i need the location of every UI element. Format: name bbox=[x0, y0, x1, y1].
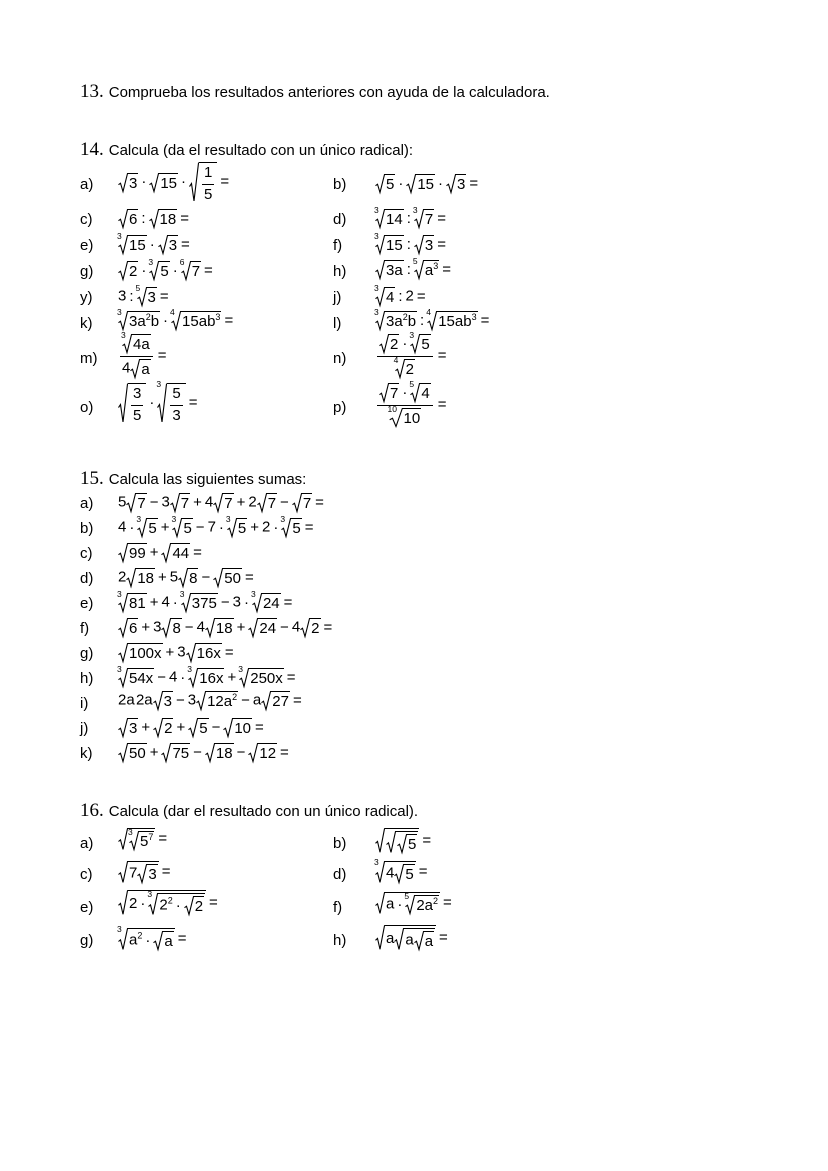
radical-sign: 3 bbox=[375, 287, 385, 307]
expression-15b: 4 · 3 5 + 3 5 − 7 · 3 5 + 2 · 3 5 = bbox=[118, 514, 314, 537]
exercise-title: Calcula (da el resultado con un único radical): bbox=[108, 142, 414, 159]
item-label: f) bbox=[80, 620, 90, 637]
expression-16g: 3 $a^2$ · a = bbox=[117, 924, 187, 950]
radical-sign bbox=[153, 691, 163, 711]
item-label: p) bbox=[333, 399, 347, 416]
item-label: d) bbox=[333, 866, 347, 883]
item-label: h) bbox=[333, 263, 347, 280]
radical-sign bbox=[153, 718, 163, 738]
item-label: l) bbox=[333, 315, 342, 332]
expression-15d: 2 18 + 5 8 − 50 = bbox=[118, 568, 254, 587]
radical-sign bbox=[189, 162, 199, 203]
expression-14c: 6 : 18 = bbox=[118, 209, 192, 229]
exercise-number: 16. bbox=[80, 800, 104, 821]
radical-sign bbox=[153, 931, 163, 951]
radical-sign: 3 bbox=[375, 209, 385, 229]
item-label: f) bbox=[333, 899, 343, 916]
radical-sign: 3 bbox=[181, 593, 191, 613]
radical-sign bbox=[126, 568, 136, 588]
radical-sign: 3 bbox=[375, 861, 385, 884]
radical-sign: 3 bbox=[149, 261, 159, 281]
item-label: d) bbox=[333, 211, 347, 228]
item-label: c) bbox=[80, 545, 93, 562]
radical-sign bbox=[292, 493, 302, 513]
radical-sign bbox=[118, 383, 128, 424]
expression-15k: 50 + 75 − 18 − 12 = bbox=[118, 743, 292, 763]
radical-sign bbox=[248, 618, 258, 638]
expression-14d: 3 14 : 3 7 = bbox=[374, 205, 446, 228]
expression-16a: 3 $5^7$ = bbox=[118, 828, 170, 851]
radical-sign bbox=[149, 209, 159, 229]
expression-14l: 3 $3a^2b$ : 4 $15ab^3$ = bbox=[374, 307, 490, 330]
exercise-title: Calcula (dar el resultado con un único radical). bbox=[108, 803, 419, 820]
item-label: g) bbox=[80, 932, 94, 949]
radical-sign bbox=[118, 261, 128, 281]
expression-14e: 3 15 · 3 = bbox=[117, 231, 190, 254]
expression-15f: 6 + 3 8 − 4 18 + 24 − 4 2 = bbox=[118, 618, 335, 638]
item-label: a) bbox=[80, 495, 94, 512]
radical-sign: 5 bbox=[410, 383, 420, 403]
expression-15j: 3 + 2 + 5 − 10 = bbox=[118, 718, 267, 738]
radical-sign bbox=[406, 174, 416, 194]
radical-sign: 3 bbox=[129, 831, 139, 851]
item-label: e) bbox=[80, 899, 94, 916]
item-label: g) bbox=[80, 263, 94, 280]
radical-sign bbox=[161, 618, 171, 638]
item-label: b) bbox=[333, 176, 347, 193]
radical-sign bbox=[118, 173, 128, 193]
radical-sign bbox=[261, 691, 271, 711]
exercise-number: 14. bbox=[80, 139, 104, 160]
item-label: k) bbox=[80, 745, 93, 762]
item-label: e) bbox=[80, 595, 94, 612]
radical-sign bbox=[379, 334, 389, 354]
expression-14j: 3 4 : 2 = bbox=[374, 283, 426, 306]
radical-sign bbox=[149, 173, 159, 193]
radical-sign: 3 bbox=[227, 518, 237, 538]
item-label: j) bbox=[333, 289, 342, 306]
radical-sign: 4 bbox=[171, 311, 181, 331]
radical-sign: 3 bbox=[172, 518, 182, 538]
item-label: c) bbox=[80, 866, 93, 883]
expression-14o: $\frac{3}{5}$ · 3 $\frac{5}{3}$ = bbox=[118, 383, 200, 424]
radical-sign bbox=[118, 718, 128, 738]
radical-sign: 3 bbox=[118, 235, 128, 255]
radical-sign bbox=[394, 864, 404, 884]
radical-sign bbox=[196, 691, 206, 711]
expression-14n: 2 · 3 5 4 2 = bbox=[375, 334, 449, 378]
exercise-16-heading bbox=[80, 800, 418, 822]
expression-16f: a · 5 $2a^2$ = bbox=[375, 892, 455, 915]
radical-sign bbox=[118, 828, 128, 851]
item-label: n) bbox=[333, 350, 347, 367]
item-label: j) bbox=[80, 720, 89, 737]
expression-15c: 99 + 44 = bbox=[118, 543, 205, 563]
item-label: a) bbox=[80, 176, 94, 193]
expression-14g: 2 · 3 5 · 6 7 = bbox=[118, 261, 216, 281]
exercise-number: 15. bbox=[80, 468, 104, 489]
radical-sign: 3 bbox=[252, 593, 262, 613]
radical-sign: 6 bbox=[181, 261, 191, 281]
radical-sign bbox=[184, 896, 194, 916]
radical-sign: 5 bbox=[137, 287, 147, 307]
expression-16e: 2 · 3 $2^2$ · 2 = bbox=[118, 890, 221, 916]
radical-sign: 3 bbox=[414, 209, 424, 229]
radical-sign bbox=[375, 174, 385, 194]
radical-sign bbox=[375, 828, 385, 854]
item-label: a) bbox=[80, 835, 94, 852]
radical-sign bbox=[130, 359, 140, 379]
item-label: b) bbox=[80, 520, 94, 537]
radical-sign: 3 bbox=[137, 518, 147, 538]
exercise-14-heading bbox=[80, 139, 413, 161]
radical-sign bbox=[170, 493, 180, 513]
item-label: i) bbox=[80, 695, 89, 712]
exercise-15-heading bbox=[80, 468, 306, 490]
item-label: y) bbox=[80, 289, 93, 306]
item-label: e) bbox=[80, 237, 94, 254]
radical-sign bbox=[158, 235, 168, 255]
radical-sign bbox=[394, 928, 404, 951]
expression-14b: 5 · 15 · 3 = bbox=[375, 174, 481, 194]
item-label: c) bbox=[80, 211, 93, 228]
exercise-number: 13. bbox=[80, 81, 104, 102]
radical-sign bbox=[414, 235, 424, 255]
expression-14h: 3a : 5 $a^3$ = bbox=[375, 260, 454, 280]
radical-sign bbox=[414, 931, 424, 951]
radical-sign bbox=[205, 618, 215, 638]
exercise-title: Comprueba los resultados anteriores con ayuda de la calculadora. bbox=[108, 84, 550, 101]
radical-sign bbox=[248, 743, 258, 763]
radical-sign: 3 bbox=[375, 311, 385, 331]
radical-sign bbox=[446, 174, 456, 194]
radical-sign: 3 bbox=[239, 668, 249, 688]
radical-sign: 3 bbox=[118, 928, 128, 951]
expression-15h: 3 54x − 4 · 3 16x + 3 250x = bbox=[117, 664, 296, 687]
expression-16h: a a a = bbox=[375, 925, 451, 951]
radical-sign bbox=[213, 493, 223, 513]
radical-sign bbox=[386, 831, 396, 854]
radical-sign bbox=[118, 861, 128, 884]
radical-sign bbox=[300, 618, 310, 638]
item-label: g) bbox=[80, 645, 94, 662]
radical-sign bbox=[118, 618, 128, 638]
expression-15a: 5 7 − 3 7 + 4 7 + 2 7 − 7 = bbox=[118, 493, 324, 512]
expression-15e: 3 81 + 4 · 3 375 − 3 · 3 24 = bbox=[117, 589, 293, 612]
radical-sign bbox=[161, 743, 171, 763]
expression-14m: 3 4a 4 a = bbox=[121, 330, 167, 378]
item-label: b) bbox=[333, 835, 347, 852]
radical-sign: 3 bbox=[118, 668, 128, 688]
radical-sign: 3 bbox=[375, 235, 385, 255]
radical-sign bbox=[379, 383, 389, 403]
radical-sign bbox=[397, 834, 407, 854]
item-label: f) bbox=[333, 237, 343, 254]
radical-sign bbox=[188, 718, 198, 738]
radical-sign: 3 bbox=[118, 593, 128, 613]
radical-sign: 3 bbox=[188, 668, 198, 688]
radical-sign bbox=[375, 892, 385, 915]
expression-14f: 3 15 : 3 = bbox=[374, 231, 446, 254]
expression-15g: 100x + 3 16x = bbox=[118, 643, 237, 663]
radical-sign: 10 bbox=[389, 408, 403, 428]
item-label: k) bbox=[80, 315, 93, 332]
radical-sign: 3 bbox=[118, 311, 128, 331]
item-label: m) bbox=[80, 350, 98, 367]
radical-sign bbox=[257, 493, 267, 513]
exercise-13-heading bbox=[80, 81, 550, 103]
radical-sign: 3 bbox=[122, 334, 132, 354]
radical-sign bbox=[118, 890, 128, 916]
radical-sign bbox=[375, 925, 385, 951]
radical-sign bbox=[178, 568, 188, 588]
item-label: d) bbox=[80, 570, 94, 587]
expression-14k: 3 $3a^2b$ · 4 $15ab^3$ = bbox=[117, 307, 234, 330]
radical-sign bbox=[126, 493, 136, 513]
item-label: h) bbox=[80, 670, 94, 687]
expression-16c: 7 3 = bbox=[118, 861, 173, 884]
radical-sign bbox=[118, 743, 128, 763]
radical-sign bbox=[205, 743, 215, 763]
radical-sign bbox=[137, 864, 147, 884]
expression-14a: 3 · 15 · $\frac{1}{5}$ = bbox=[118, 162, 232, 203]
radical-sign bbox=[223, 718, 233, 738]
radical-sign: 3 bbox=[281, 518, 291, 538]
radical-sign: 4 bbox=[395, 359, 405, 379]
expression-16b: 5 = bbox=[375, 828, 434, 854]
radical-sign bbox=[213, 568, 223, 588]
item-label: o) bbox=[80, 399, 94, 416]
radical-sign bbox=[375, 260, 385, 280]
radical-sign bbox=[118, 209, 128, 229]
expression-15i: 2a 2a 3 − 3 $12a^2$ − a 27 = bbox=[118, 691, 302, 710]
radical-sign: 4 bbox=[427, 311, 437, 331]
radical-sign: 3 bbox=[157, 383, 167, 424]
radical-sign bbox=[118, 543, 128, 563]
radical-sign: 3 bbox=[148, 893, 158, 916]
expression-16d: 3 4 5 = bbox=[374, 857, 428, 883]
radical-sign bbox=[186, 643, 196, 663]
radical-sign bbox=[118, 643, 128, 663]
item-label: h) bbox=[333, 932, 347, 949]
expression-14y: 3 : 5 3 = bbox=[118, 283, 169, 306]
exercise-title: Calcula las siguientes sumas: bbox=[108, 471, 307, 488]
expression-14p: 7 · 5 4 10 10 = bbox=[375, 383, 449, 427]
radical-sign: 3 bbox=[410, 334, 420, 354]
radical-sign bbox=[161, 543, 171, 563]
radical-sign: 5 bbox=[405, 895, 415, 915]
radical-sign: 5 bbox=[414, 260, 424, 280]
